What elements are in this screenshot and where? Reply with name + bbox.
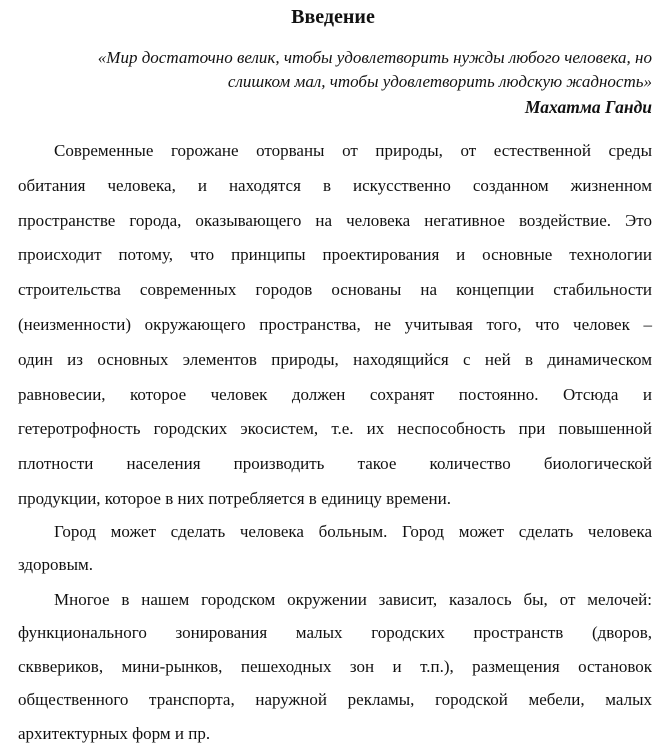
paragraph <box>18 134 652 517</box>
text-line: продукции, которое в них потребляется в единицу времени. <box>18 488 452 508</box>
epigraph-author: Махатма Ганди <box>524 97 652 117</box>
text-line: строительства современных городов основаны на концепции стабильности <box>18 280 652 300</box>
document-title: Введение <box>291 6 375 28</box>
text-line: Современные горожане оторваны от природы, от естественной среды <box>54 141 652 160</box>
paragraph <box>18 583 652 750</box>
text-line: обитания человека, и находятся в искусственно созданном жизненном <box>18 175 652 195</box>
text-line: общественного транспорта, наружной рекламы, городской мебели, малых <box>18 690 652 710</box>
text-line: архитектурных форм и пр. <box>18 723 211 743</box>
text-line: происходит потому, что принципы проектирования и основные технологии <box>18 245 652 265</box>
text-line: функционального зонирования малых городских пространств (дворов, <box>18 623 652 643</box>
text-line: Город может сделать человека больным. Город может сделать человека <box>54 522 652 541</box>
text-line: один из основных элементов природы, находящийся с ней в динамическом <box>18 349 652 369</box>
text-line: скввериков, мини-рынков, пешеходных зон и т.п.), размещения остановок <box>18 656 652 676</box>
text-line: гетеротрофность городских экосистем, т.е. их неспособность при повышенной <box>18 419 652 439</box>
text-line: пространстве города, оказывающего на человека негативное воздействие. Это <box>18 210 652 230</box>
paragraph <box>18 515 652 582</box>
text-line: (неизменности) окружающего пространства, не учитывая того, что человек – <box>18 314 652 334</box>
text-line: плотности населения производить такое количество биологической <box>18 454 652 474</box>
epigraph-line: «Мир достаточно велик, чтобы удовлетворить нужды любого человека, но <box>97 48 652 67</box>
text-line: Многое в нашем городском окружении зависит, казалось бы, от мелочей: <box>54 590 652 609</box>
epigraph-line: слишком мал, чтобы удовлетворить людскую жадность» <box>227 72 652 91</box>
text-line: здоровым. <box>18 555 94 575</box>
text-line: равновесии, которое человек должен сохранят постоянно. Отсюда и <box>18 384 652 404</box>
